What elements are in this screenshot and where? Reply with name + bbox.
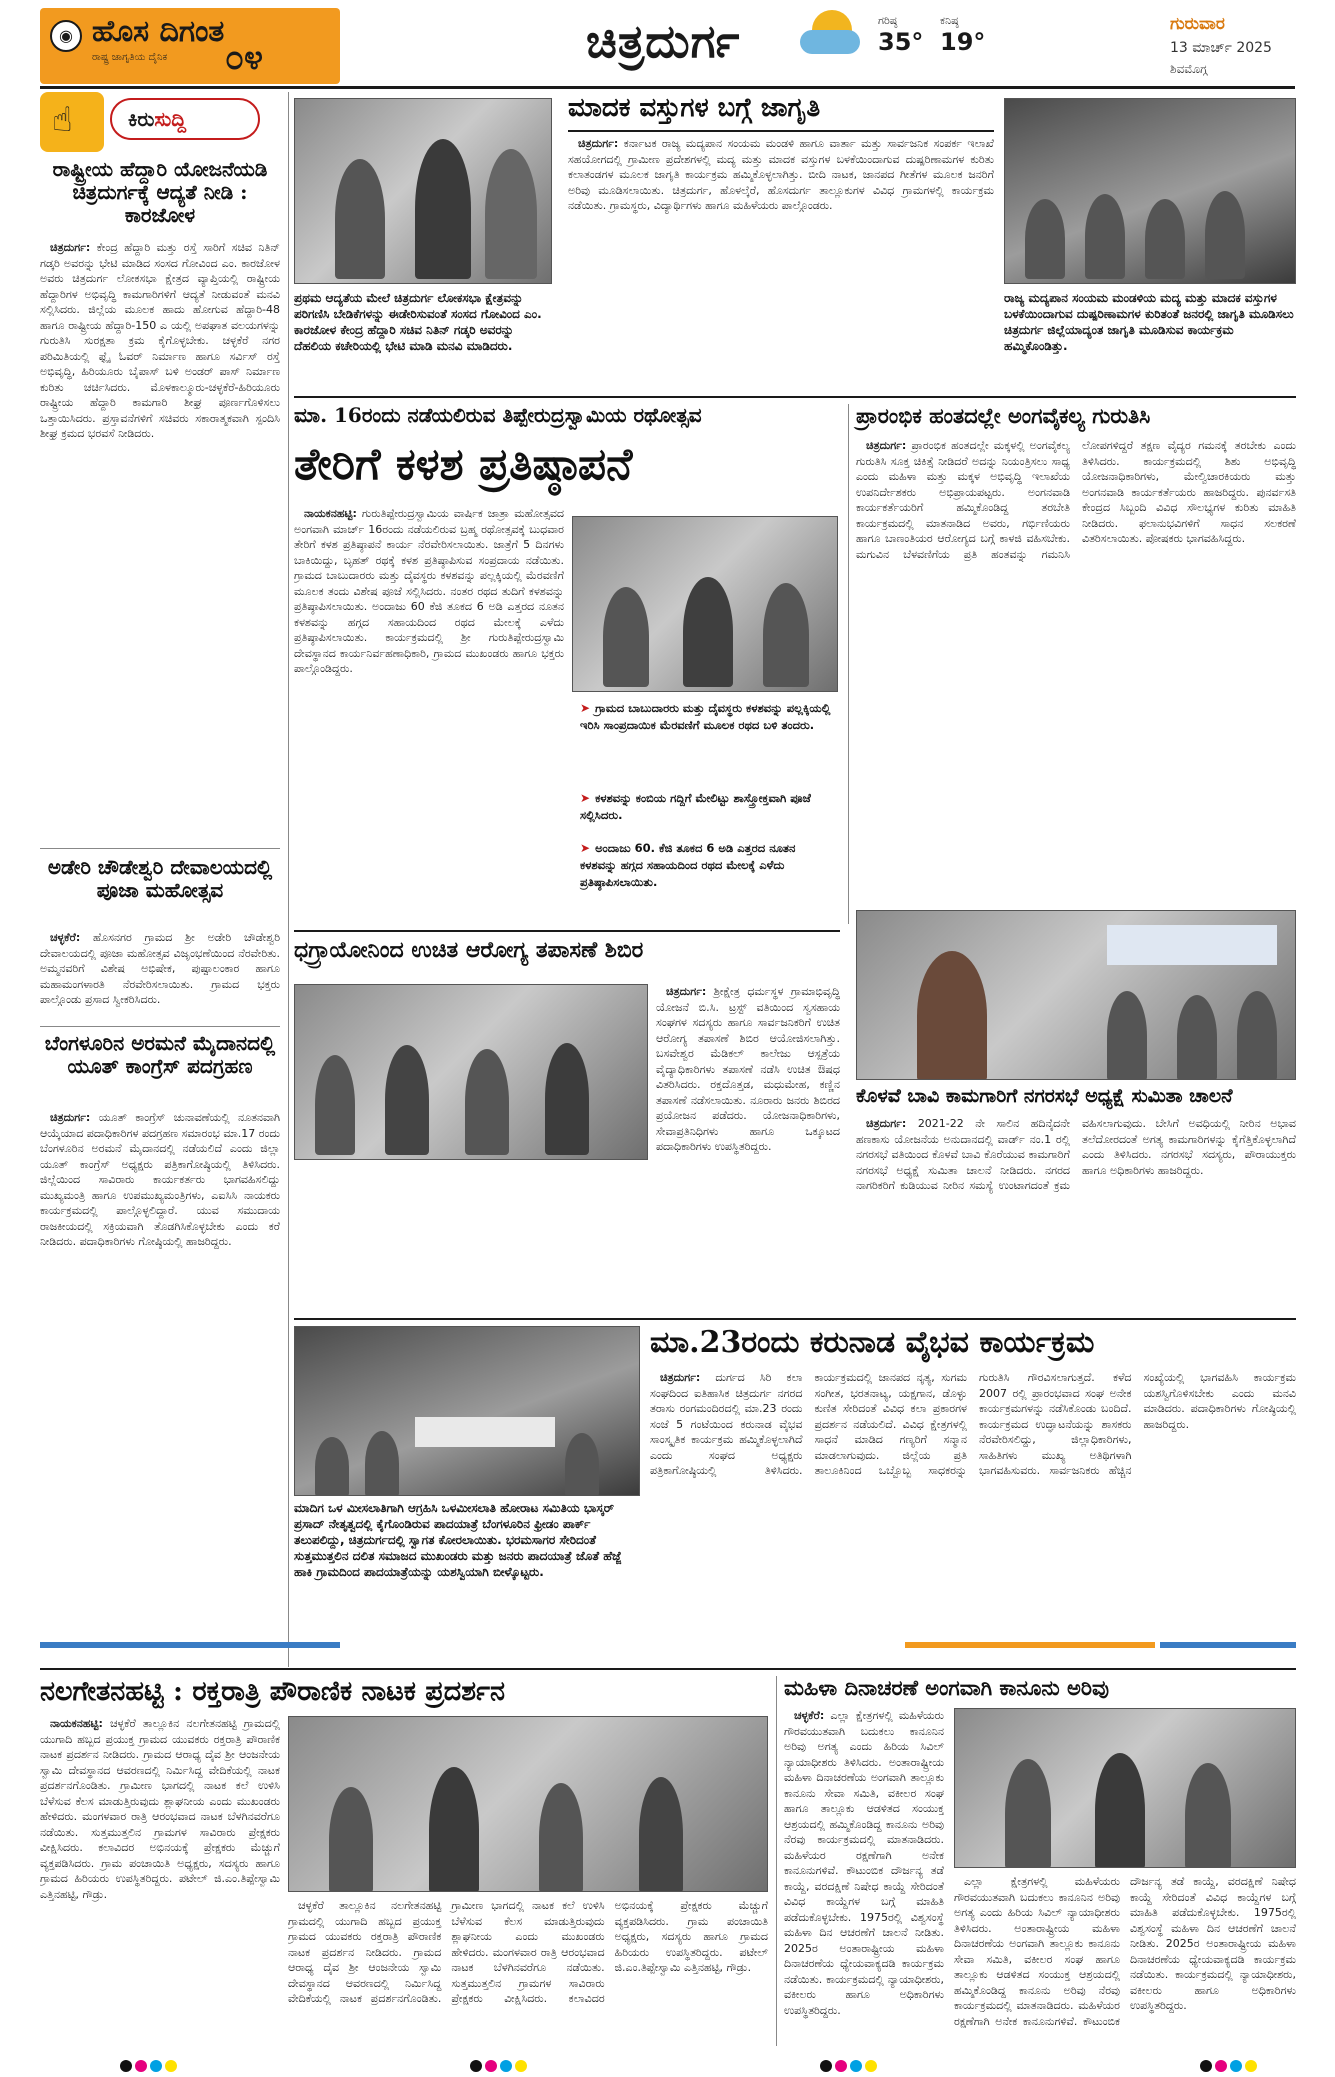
arrow-icon: ➤ xyxy=(580,841,591,855)
article-nataka-cont: ಚಳ್ಳಕೆರೆ ತಾಲ್ಲೂಕಿನ ನಲಗೇತನಹಟ್ಟಿ ಗ್ರಾಮದಲ್ಲಿ ಯುಗಾದಿ ಹಬ್ಬದ ಪ್ರಯುಕ್ತ ಗ್ರಾಮದ ಯುವಕರು ರಕ್ತರಾತ್ರಿ ಪೌರಾಣಿಕ ನಾಟಕ ಪ್ರದರ್ಶನ ನೀಡಿದರು. ಗ್ರಾಮದ ಆರಾಧ್ಯ ದೈವ ಶ್ರೀ ಆಂಜನೇಯ ಸ್ವಾಮಿ ದೇವಸ್ಥಾನದ ಆವರಣದಲ್ಲಿ ನಿರ್ಮಿಸಿದ್ದ ವೇದಿಕೆಯಲ್ಲಿ ನಾಟಕ ಪ್ರದರ್ಶನಗೊಂಡಿತು. ಗ್ರಾಮೀಣ ಭಾಗದಲ್ಲಿ ನಾಟಕ ಕಲೆ ಉಳಿಸಿ ಬೆಳೆಸುವ ಕೆಲಸ ಮಾಡುತ್ತಿರುವುದು ಶ್ಲಾಘನೀಯ ಎಂದು ಮುಖಂಡರು ಹೇಳಿದರು. ಮಂಗಳವಾರ ರಾತ್ರಿ ಆರಂಭವಾದ ನಾಟಕ ಬೆಳಗಿನವರೆಗೂ ನಡೆಯಿತು. ಸುತ್ತಮುತ್ತಲಿನ ಗ್ರಾಮಗಳ ಸಾವಿರಾರು ಪ್ರೇಕ್ಷಕರು ವೀಕ್ಷಿಸಿದರು. ಕಲಾವಿದರ ಅಭಿನಯಕ್ಕೆ ಪ್ರೇಕ್ಷಕರು ಮೆಚ್ಚುಗೆ ವ್ಯಕ್ತಪಡಿಸಿದರು. ಗ್ರಾಮ ಪಂಚಾಯಿತಿ ಅಧ್ಯಕ್ಷರು, ಸದಸ್ಯರು ಹಾಗೂ ಗ್ರಾಮದ ಹಿರಿಯರು ಉಪಸ್ಥಿತರಿದ್ದರು. ಪಟೇಲ್ ಜಿ.ಎಂ.ತಿಪ್ಪೇಸ್ವಾಮಿ ಎತ್ತಿನಹಟ್ಟಿ, ಗೌಡ್ರು. xyxy=(288,1899,768,2005)
divider xyxy=(40,1668,1296,1670)
article-nataka: ನಾಯಕನಹಟ್ಟಿ: ಚಳ್ಳಕೆರೆ ತಾಲ್ಲೂಕಿನ ನಲಗೇತನಹಟ್ಟಿ ಗ್ರಾಮದಲ್ಲಿ ಯುಗಾದಿ ಹಬ್ಬದ ಪ್ರಯುಕ್ತ ಗ್ರಾಮದ ಯುವಕರು ರಕ್ತರಾತ್ರಿ ಪೌರಾಣಿಕ ನಾಟಕ ಪ್ರದರ್ಶನ ನೀಡಿದರು. ಗ್ರಾಮದ ಆರಾಧ್ಯ ದೈವ ಶ್ರೀ ಆಂಜನೇಯ ಸ್ವಾಮಿ ದೇವಸ್ಥಾನದ ಆವರಣದಲ್ಲಿ ನಿರ್ಮಿಸಿದ್ದ ವೇದಿಕೆಯಲ್ಲಿ ನಾಟಕ ಪ್ರದರ್ಶನಗೊಂಡಿತು. ಗ್ರಾಮೀಣ ಭಾಗದಲ್ಲಿ ನಾಟಕ ಕಲೆ ಉಳಿಸಿ ಬೆಳೆಸುವ ಕೆಲಸ ಮಾಡುತ್ತಿರುವುದು ಶ್ಲಾಘನೀಯ ಎಂದು ಮುಖಂಡರು ಹೇಳಿದರು. ಮಂಗಳವಾರ ರಾತ್ರಿ ಆರಂಭವಾದ ನಾಟಕ ಬೆಳಗಿನವರೆಗೂ ನಡೆಯಿತು. ಸುತ್ತಮುತ್ತಲಿನ ಗ್ರಾಮಗಳ ಸಾವಿರಾರು ಪ್ರೇಕ್ಷಕರು ವೀಕ್ಷಿಸಿದರು. ಕಲಾವಿದರ ಅಭಿನಯಕ್ಕೆ ಪ್ರೇಕ್ಷಕರು ಮೆಚ್ಚುಗೆ ವ್ಯಕ್ತಪಡಿಸಿದರು. ಗ್ರಾಮ ಪಂಚಾಯಿತಿ ಅಧ್ಯಕ್ಷರು, ಸದಸ್ಯರು ಹಾಗೂ ಗ್ರಾಮದ ಹಿರಿಯರು ಉಪಸ್ಥಿತರಿದ್ದರು. ಪಟೇಲ್ ಜಿ.ಎಂ.ತಿಪ್ಪೇಸ್ವಾಮಿ ಎತ್ತಿನಹಟ್ಟಿ, ಗೌಡ್ರು. xyxy=(40,1717,280,1901)
divider xyxy=(568,130,994,132)
divider xyxy=(294,1318,1296,1320)
article-karunada: ಚಿತ್ರದುರ್ಗ: ದುರ್ಗದ ಸಿರಿ ಕಲಾ ಸಂಘದಿಂದ ಐತಿಹಾಸಿಕ ಚಿತ್ರದುರ್ಗ ನಗರದ ತರಾಸು ರಂಗಮಂದಿರದಲ್ಲಿ ಮಾ.23 ರಂದು ಸಂಜೆ 5 ಗಂಟೆಯಿಂದ ಕರುನಾಡ ವೈಭವ ಸಾಂಸ್ಕೃತಿಕ ಕಾರ್ಯಕ್ರಮ ಹಮ್ಮಿಕೊಳ್ಳಲಾಗಿದೆ ಎಂದು ಸಂಘದ ಅಧ್ಯಕ್ಷರು ಪತ್ರಿಕಾಗೋಷ್ಠಿಯಲ್ಲಿ ತಿಳಿಸಿದರು. ಕಾರ್ಯಕ್ರಮದಲ್ಲಿ ಜಾನಪದ ನೃತ್ಯ, ಸುಗಮ ಸಂಗೀತ, ಭರತನಾಟ್ಯ, ಯಕ್ಷಗಾನ, ಡೊಳ್ಳು ಕುಣಿತ ಸೇರಿದಂತೆ ವಿವಿಧ ಕಲಾ ಪ್ರಕಾರಗಳ ಪ್ರದರ್ಶನ ನಡೆಯಲಿದೆ. ವಿವಿಧ ಕ್ಷೇತ್ರಗಳಲ್ಲಿ ಸಾಧನೆ ಮಾಡಿದ ಗಣ್ಯರಿಗೆ ಸನ್ಮಾನ ಮಾಡಲಾಗುವುದು. ಜಿಲ್ಲೆಯ ಪ್ರತಿ ತಾಲೂಕಿನಿಂದ ಒಬ್ಬೊಬ್ಬ ಸಾಧಕರನ್ನು ಗುರುತಿಸಿ ಗೌರವಿಸಲಾಗುತ್ತದೆ. ಕಳೆದ 2007 ರಲ್ಲಿ ಪ್ರಾರಂಭವಾದ ಸಂಘ ಅನೇಕ ಕಾರ್ಯಕ್ರಮಗಳನ್ನು ನಡೆಸಿಕೊಂಡು ಬಂದಿದೆ. ಕಾರ್ಯಕ್ರಮದ ಉದ್ಘಾಟನೆಯನ್ನು ಶಾಸಕರು ನೆರವೇರಿಸಲಿದ್ದು, ಜಿಲ್ಲಾಧಿಕಾರಿಗಳು, ಸಾಹಿತಿಗಳು ಮುಖ್ಯ ಅತಿಥಿಗಳಾಗಿ ಭಾಗವಹಿಸುವರು. ಸಾರ್ವಜನಿಕರು ಹೆಚ್ಚಿನ ಸಂಖ್ಯೆಯಲ್ಲಿ ಭಾಗವಹಿಸಿ ಕಾರ್ಯಕ್ರಮ ಯಶಸ್ವಿಗೊಳಿಸಬೇಕು ಎಂದು ಮನವಿ ಮಾಡಿದರು. ಪದಾಧಿಕಾರಿಗಳು ಗೋಷ್ಠಿಯಲ್ಲಿ ಹಾಜರಿದ್ದರು. xyxy=(650,1371,1296,1477)
rally-banner xyxy=(415,1417,555,1447)
headline-nataka: ನಲಗೇತನಹಟ್ಟಿ : ರಕ್ತರಾತ್ರಿ ಪೌರಾಣಿಕ ನಾಟಕ ಪ್ರದರ್ಶನ xyxy=(40,1676,506,1707)
temp-max: ಗರಿಷ್ಠ 35° xyxy=(878,14,924,56)
column-rule xyxy=(776,1676,777,2046)
registration-marks xyxy=(1200,2057,1260,2076)
issue-day: ಗುರುವಾರ xyxy=(1170,14,1225,34)
column-rule xyxy=(288,92,289,1667)
cloud-icon xyxy=(800,30,860,54)
masthead-rule xyxy=(40,86,1295,89)
caption-padayatra: ಮಾದಿಗ ಒಳ ಮೀಸಲಾತಿಗಾಗಿ ಆಗ್ರಹಿಸಿ ಒಳಮೀಸಲಾತಿ ಹೋರಾಟ ಸಮಿತಿಯ ಭಾಸ್ಕರ್ ಪ್ರಸಾದ್ ನೇತೃತ್ವದಲ್ಲಿ ಕೈಗೊಂಡಿರುವ ಪಾದಯಾತ್ರೆ ಬೆಂಗಳೂರಿನ ಫ್ರೀಡಂ ಪಾರ್ಕ್ ತಲುಪಲಿದ್ದು, ಚಿತ್ರದುರ್ಗದಲ್ಲಿ ಸ್ವಾಗತ ಕೋರಲಾಯಿತು. ಭರಮಸಾಗರ ಸೇರಿದಂತೆ ಸುತ್ತಮುತ್ತಲಿನ ದಲಿತ ಸಮಾಜದ ಮುಖಂಡರು ಮತ್ತು ಜನರು ಪಾದಯಾತ್ರೆ ಜೊತೆ ಹೆಜ್ಜೆ ಹಾಕಿ ಗ್ರಾಮದಿಂದ ಪಾದಯಾತ್ರೆಯನ್ನು ಯಶಸ್ವಿಯಾಗಿ ಬೀಳ್ಕೊಟ್ಟರು. xyxy=(294,1501,622,1579)
headline-chowdeshwari: ಅಡೇರಿ ಚೌಡೇಶ್ವರಿ ದೇವಾಲಯದಲ್ಲಿ ಪೂಜಾ ಮಹೋತ್ಸವ xyxy=(47,855,273,902)
photo-women-child-meeting xyxy=(856,910,1296,1080)
photo-karajola-gadkari xyxy=(294,98,552,284)
article-rathotsava: ನಾಯಕನಹಟ್ಟಿ: ಗುರುತಿಪ್ಪೇರುದ್ರಸ್ವಾಮಿಯ ವಾರ್ಷಿಕ ಜಾತ್ರಾ ಮಹೋತ್ಸವದ ಅಂಗವಾಗಿ ಮಾರ್ಚ್ 16ರಂದು ನಡೆಯಲಿರುವ ಬ್ರಹ್ಮ ರಥೋತ್ಸವಕ್ಕೆ ಬುಧವಾರ ತೇರಿಗೆ ಕಳಶ ಪ್ರತಿಷ್ಠಾಪನೆ ಕಾರ್ಯ ನೆರವೇರಿಸಲಾಯಿತು. ಜಾತ್ರೆಗೆ 5 ದಿನಗಳು ಬಾಕಿಯಿದ್ದು, ಬೃಹತ್ ರಥಕ್ಕೆ ಕಳಶ ಪ್ರತಿಷ್ಠಾಪಿಸುವ ಸಂಪ್ರದಾಯ ನಡೆಯಿತು. ಗ್ರಾಮದ ಬಾಬುದಾರರು ಮತ್ತು ದೈವಸ್ಥರು ಕಳಶವನ್ನು ಪಲ್ಲಕ್ಕಿಯಲ್ಲಿ ಮೆರವಣಿಗೆ ಮೂಲಕ ತಂದು ವಿಶೇಷ ಪೂಜೆ ಸಲ್ಲಿಸಿದರು. ನಂತರ ರಥದ ತುದಿಗೆ ಕಳಶವನ್ನು ಪ್ರತಿಷ್ಠಾಪಿಸಲಾಯಿತು. ಅಂದಾಜು 60 ಕೆಜಿ ತೂಕದ 6 ಅಡಿ ಎತ್ತರದ ನೂತನ ಕಳಶವನ್ನು ಹಗ್ಗದ ಸಹಾಯದಿಂದ ರಥದ ಮೇಲಕ್ಕೆ ಎಳೆದು ಪ್ರತಿಷ್ಠಾಪಿಸಲಾಯಿತು. ಕಾರ್ಯಕ್ರಮದಲ್ಲಿ ಶ್ರೀ ಗುರುತಿಪ್ಪೇರುದ್ರಸ್ವಾಮಿ ದೇವಸ್ಥಾನದ ಕಾರ್ಯನಿರ್ವಹಣಾಧಿಕಾರಿ, ಗ್ರಾಮದ ಮುಖಂಡರು ಹಾಗೂ ಭಕ್ತರು ಪಾಲ್ಗೊಂಡಿದ್ದರು. xyxy=(294,507,564,675)
issue-date: 13 ಮಾರ್ಚ್ 2025 xyxy=(1170,40,1272,56)
article-highway: ಚಿತ್ರದುರ್ಗ: ಕೇಂದ್ರ ಹೆದ್ದಾರಿ ಮತ್ತು ರಸ್ತೆ ಸಾರಿಗೆ ಸಚಿವ ನಿತಿನ್ ಗಡ್ಕರಿ ಅವರನ್ನು ಭೇಟಿ ಮಾಡಿದ ಸಂಸದ ಗೋವಿಂದ ಎಂ. ಕಾರಜೋಳ ಅವರು ಚಿತ್ರದುರ್ಗ ಲೋಕಸಭಾ ಕ್ಷೇತ್ರದ ವ್ಯಾಪ್ತಿಯಲ್ಲಿ ರಾಷ್ಟ್ರೀಯ ಹೆದ್ದಾರಿಗಳ ಅಭಿವೃದ್ಧಿ ಕಾಮಗಾರಿಗಳಿಗೆ ಆದ್ಯತೆ ನೀಡುವಂತೆ ಮನವಿ ಸಲ್ಲಿಸಿದರು. ಜಿಲ್ಲೆಯ ಮೂಲಕ ಹಾದು ಹೋಗುವ ಹೆದ್ದಾರಿ-48 ಹಾಗೂ ರಾಷ್ಟ್ರೀಯ ಹೆದ್ದಾರಿ-150 ಎ ಯಲ್ಲಿ ಅಪಘಾತ ವಲಯಗಳನ್ನು ಗುರುತಿಸಿ ಸುರಕ್ಷತಾ ಕ್ರಮ ಕೈಗೊಳ್ಳಬೇಕು. ಚಳ್ಳಕೆರೆ ನಗರ ಪರಿಮಿತಿಯಲ್ಲಿ ಫ್ಲೈ ಓವರ್ ನಿರ್ಮಾಣ ಹಾಗೂ ಸರ್ವಿಸ್ ರಸ್ತೆ ಅಭಿವೃದ್ಧಿ, ಹಿರಿಯೂರು ಬೈಪಾಸ್ ಬಳಿ ಅಂಡರ್ ಪಾಸ್ ನಿರ್ಮಾಣ ಕುರಿತು ಚರ್ಚಿಸಿದರು. ಮೊಳಕಾಲ್ಮೂರು-ಚಳ್ಳಕೆರೆ-ಹಿರಿಯೂರು ರಾಷ್ಟ್ರೀಯ ಹೆದ್ದಾರಿ ಕಾಮಗಾರಿ ಶೀಘ್ರ ಪೂರ್ಣಗೊಳಿಸಲು ಒತ್ತಾಯಿಸಿದರು. ಪ್ರಸ್ತಾವನೆಗಳಿಗೆ ಸಚಿವರು ಸಕಾರಾತ್ಮಕವಾಗಿ ಸ್ಪಂದಿಸಿ ಶೀಘ್ರ ಕ್ರಮದ ಭರವಸೆ ನೀಡಿದರು. xyxy=(40,241,280,440)
newspaper-tagline: ರಾಷ್ಟ್ರ ಜಾಗೃತಿಯ ದೈನಿಕ xyxy=(92,52,168,63)
headline-mahila: ಮಹಿಳಾ ದಿನಾಚರಣೆ ಅಂಗವಾಗಿ ಕಾನೂನು ಅರಿವು xyxy=(784,1675,1110,1700)
photo-arogya-camp xyxy=(294,984,648,1160)
temp-min: ಕನಿಷ್ಠ 19° xyxy=(940,14,986,56)
lamp-emblem-icon: ◉ xyxy=(50,20,82,52)
photo-padayatra-rally xyxy=(294,1326,640,1496)
article-mahila-cont: ಎಲ್ಲಾ ಕ್ಷೇತ್ರಗಳಲ್ಲಿ ಮಹಿಳೆಯರು ಗೌರವಯುತವಾಗಿ ಬದುಕಲು ಕಾನೂನಿನ ಅರಿವು ಅಗತ್ಯ ಎಂದು ಹಿರಿಯ ಸಿವಿಲ್ ನ್ಯಾಯಾಧೀಶರು ತಿಳಿಸಿದರು. ಅಂತಾರಾಷ್ಟ್ರೀಯ ಮಹಿಳಾ ದಿನಾಚರಣೆಯ ಅಂಗವಾಗಿ ತಾಲ್ಲೂಕು ಕಾನೂನು ಸೇವಾ ಸಮಿತಿ, ವಕೀಲರ ಸಂಘ ಹಾಗೂ ತಾಲ್ಲೂಕು ಆಡಳಿತದ ಸಂಯುಕ್ತ ಆಶ್ರಯದಲ್ಲಿ ಹಮ್ಮಿಕೊಂಡಿದ್ದ ಕಾನೂನು ಅರಿವು ನೆರವು ಕಾರ್ಯಕ್ರಮದಲ್ಲಿ ಮಾತನಾಡಿದರು. ಮಹಿಳೆಯರ ರಕ್ಷಣೆಗಾಗಿ ಅನೇಕ ಕಾನೂನುಗಳಿವೆ. ಕೌಟುಂಬಿಕ ದೌರ್ಜನ್ಯ ತಡೆ ಕಾಯ್ದೆ, ವರದಕ್ಷಿಣೆ ನಿಷೇಧ ಕಾಯ್ದೆ ಸೇರಿದಂತೆ ವಿವಿಧ ಕಾಯ್ದೆಗಳ ಬಗ್ಗೆ ಮಾಹಿತಿ ಪಡೆದುಕೊಳ್ಳಬೇಕು. 1975ರಲ್ಲಿ ವಿಶ್ವಸಂಸ್ಥೆ ಮಹಿಳಾ ದಿನ ಆಚರಣೆಗೆ ಚಾಲನೆ ನೀಡಿತು. 2025ರ ಅಂತಾರಾಷ್ಟ್ರೀಯ ಮಹಿಳಾ ದಿನಾಚರಣೆಯ ಧ್ಯೇಯವಾಕ್ಯದಡಿ ಕಾರ್ಯಕ್ರಮ ನಡೆಯಿತು. ಕಾರ್ಯಕ್ರಮದಲ್ಲಿ ನ್ಯಾಯಾಧೀಶರು, ವಕೀಲರು ಹಾಗೂ ಅಧಿಕಾರಿಗಳು ಉಪಸ್ಥಿತರಿದ್ದರು. xyxy=(954,1875,1296,2028)
column-rule xyxy=(848,404,849,924)
photo-rathotsava-kalasha xyxy=(572,516,838,692)
photo-nataka-stage xyxy=(288,1716,768,1892)
caption-madaka: ರಾಜ್ಯ ಮದ್ಯಪಾನ ಸಂಯಮ ಮಂಡಳಿಯ ಮದ್ಯ ಮತ್ತು ಮಾದಕ ವಸ್ತುಗಳ ಬಳಕೆಯಿಂದಾಗುವ ದುಷ್ಪರಿಣಾಮಗಳ ಕುರಿತಂತೆ ಜನರಲ್ಲಿ ಜಾಗೃತಿ ಮೂಡಿಸಲು ಚಿತ್ರದುರ್ಗ ಜಿಲ್ಲೆಯಾದ್ಯಂತ ಜಾಗೃತಿ ಮೂಡಿಸುವ ಕಾರ್ಯಕ್ರಮ ಹಮ್ಮಿಕೊಂಡಿತ್ತು. xyxy=(1004,291,1294,353)
arrow-icon: ➤ xyxy=(580,701,591,715)
rathotsava-highlight-3: ➤ ಅಂದಾಜು 60. ಕೆಜಿ ತೂಕದ 6 ಅಡಿ ಎತ್ತರದ ನೂತನ ಕಳಶವನ್ನು ಹಗ್ಗದ ಸಹಾಯದಿಂದ ರಥದ ಮೇಲಕ್ಕೆ ಎಳೆದು ಪ್ರತಿಷ್ಠಾಪಿಸಲಾಯಿತು. xyxy=(580,841,796,889)
section-bar xyxy=(1160,1642,1296,1648)
hand-point-icon: ☝ xyxy=(52,100,73,140)
headline-youth-congress: ಬೆಂಗಳೂರಿನ ಅರಮನೆ ಮೈದಾನದಲ್ಲಿ ಯೂತ್ ಕಾಂಗ್ರೆಸ್ ಪದಗ್ರಹಣ xyxy=(44,1031,276,1078)
article-arogya-right: ಚಿತ್ರದುರ್ಗ: ಶ್ರೀಕ್ಷೇತ್ರ ಧರ್ಮಸ್ಥಳ ಗ್ರಾಮಾಭಿವೃದ್ಧಿ ಯೋಜನೆ ಬಿ.ಸಿ. ಟ್ರಸ್ಟ್ ವತಿಯಿಂದ ಸ್ವಸಹಾಯ ಸಂಘಗಳ ಸದಸ್ಯರು ಹಾಗೂ ಸಾರ್ವಜನಿಕರಿಗೆ ಉಚಿತ ಆರೋಗ್ಯ ತಪಾಸಣೆ ಶಿಬಿರ ಆಯೋಜಿಸಲಾಗಿತ್ತು. ಬಸವೇಶ್ವರ ಮೆಡಿಕಲ್ ಕಾಲೇಜು ಆಸ್ಪತ್ರೆಯ ವೈದ್ಯಾಧಿಕಾರಿಗಳು ತಪಾಸಣೆ ನಡೆಸಿ ಉಚಿತ ಔಷಧ ವಿತರಿಸಿದರು. ರಕ್ತದೊತ್ತಡ, ಮಧುಮೇಹ, ಕಣ್ಣಿನ ತಪಾಸಣೆ ನಡೆಸಲಾಯಿತು. ನೂರಾರು ಜನರು ಶಿಬಿರದ ಪ್ರಯೋಜನ ಪಡೆದರು. ಯೋಜನಾಧಿಕಾರಿಗಳು, ಸೇವಾಪ್ರತಿನಿಧಿಗಳು ಹಾಗೂ ಒಕ್ಕೂಟದ ಪದಾಧಿಕಾರಿಗಳು ಉಪಸ್ಥಿತರಿದ್ದರು. xyxy=(656,985,840,1153)
rathotsava-highlight-1: ➤ ಗ್ರಾಮದ ಬಾಬುದಾರರು ಮತ್ತು ದೈವಸ್ಥರು ಕಳಶವನ್ನು ಪಲ್ಲಕ್ಕಿಯಲ್ಲಿ ಇರಿಸಿ ಸಾಂಪ್ರದಾಯಿಕ ಮೆರವಣಿಗೆ ಮೂಲಕ ರಥದ ಬಳಿ ತಂದರು. xyxy=(580,701,831,732)
article-mahila: ಚಳ್ಳಕೆರೆ: ಎಲ್ಲಾ ಕ್ಷೇತ್ರಗಳಲ್ಲಿ ಮಹಿಳೆಯರು ಗೌರವಯುತವಾಗಿ ಬದುಕಲು ಕಾನೂನಿನ ಅರಿವು ಅಗತ್ಯ ಎಂದು ಹಿರಿಯ ಸಿವಿಲ್ ನ್ಯಾಯಾಧೀಶರು ತಿಳಿಸಿದರು. ಅಂತಾರಾಷ್ಟ್ರೀಯ ಮಹಿಳಾ ದಿನಾಚರಣೆಯ ಅಂಗವಾಗಿ ತಾಲ್ಲೂಕು ಕಾನೂನು ಸೇವಾ ಸಮಿತಿ, ವಕೀಲರ ಸಂಘ ಹಾಗೂ ತಾಲ್ಲೂಕು ಆಡಳಿತದ ಸಂಯುಕ್ತ ಆಶ್ರಯದಲ್ಲಿ ಹಮ್ಮಿಕೊಂಡಿದ್ದ ಕಾನೂನು ಅರಿವು ನೆರವು ಕಾರ್ಯಕ್ರಮದಲ್ಲಿ ಮಾತನಾಡಿದರು. ಮಹಿಳೆಯರ ರಕ್ಷಣೆಗಾಗಿ ಅನೇಕ ಕಾನೂನುಗಳಿವೆ. ಕೌಟುಂಬಿಕ ದೌರ್ಜನ್ಯ ತಡೆ ಕಾಯ್ದೆ, ವರದಕ್ಷಿಣೆ ನಿಷೇಧ ಕಾಯ್ದೆ ಸೇರಿದಂತೆ ವಿವಿಧ ಕಾಯ್ದೆಗಳ ಬಗ್ಗೆ ಮಾಹಿತಿ ಪಡೆದುಕೊಳ್ಳಬೇಕು. 1975ರಲ್ಲಿ ವಿಶ್ವಸಂಸ್ಥೆ ಮಹಿಳಾ ದಿನ ಆಚರಣೆಗೆ ಚಾಲನೆ ನೀಡಿತು. 2025ರ ಅಂತಾರಾಷ್ಟ್ರೀಯ ಮಹಿಳಾ ದಿನಾಚರಣೆಯ ಧ್ಯೇಯವಾಕ್ಯದಡಿ ಕಾರ್ಯಕ್ರಮ ನಡೆಯಿತು. ಕಾರ್ಯಕ್ರಮದಲ್ಲಿ ನ್ಯಾಯಾಧೀಶರು, ವಕೀಲರು ಹಾಗೂ ಅಧಿಕಾರಿಗಳು ಉಪಸ್ಥಿತರಿದ್ದರು. xyxy=(784,1709,944,2017)
article-madaka: ಚಿತ್ರದುರ್ಗ: ಕರ್ನಾಟಕ ರಾಜ್ಯ ಮದ್ಯಪಾನ ಸಂಯಮ ಮಂಡಳಿ ಹಾಗೂ ವಾರ್ತಾ ಮತ್ತು ಸಾರ್ವಜನಿಕ ಸಂಪರ್ಕ ಇಲಾಖೆ ಸಹಯೋಗದಲ್ಲಿ ಗ್ರಾಮೀಣ ಪ್ರದೇಶಗಳಲ್ಲಿ ಮದ್ಯ ಮತ್ತು ಮಾದಕ ವಸ್ತುಗಳ ಬಳಕೆಯಿಂದಾಗುವ ದುಷ್ಪರಿಣಾಮಗಳ ಕುರಿತು ಕಲಾತಂಡಗಳ ಮೂಲಕ ಜಾಗೃತಿ ಕಾರ್ಯಕ್ರಮ ಹಮ್ಮಿಕೊಳ್ಳಲಾಗಿತ್ತು. ಬೀದಿ ನಾಟಕ, ಜಾನಪದ ಗೀತೆಗಳ ಮೂಲಕ ಜನರಿಗೆ ಅರಿವು ಮೂಡಿಸಲಾಯಿತು. ಚಿತ್ರದುರ್ಗ, ಹೊಳಲ್ಕೆರೆ, ಹೊಸದುರ್ಗ ತಾಲ್ಲೂಕುಗಳ ವಿವಿಧ ಗ್ರಾಮಗಳಲ್ಲಿ ಕಾರ್ಯಕ್ರಮ ನಡೆಯಿತು. ಗ್ರಾಮಸ್ಥರು, ವಿದ್ಯಾರ್ಥಿಗಳು ಹಾಗೂ ಮಹಿಳೆಯರು ಪಾಲ್ಗೊಂಡರು. xyxy=(568,137,994,212)
divider xyxy=(40,1026,280,1027)
arrow-icon: ➤ xyxy=(580,791,591,805)
newspaper-name: ಹೊಸ ದಿಗಂತ xyxy=(92,14,225,49)
rathotsava-highlight-2: ➤ ಕಳಶವನ್ನು ಕಂಬಿಯ ಗದ್ದಿಗೆ ಮೇಲಿಟ್ಟು ಶಾಸ್ತ್ರೋಕ್ತವಾಗಿ ಪೂಜೆ ಸಲ್ಲಿಸಿದರು. xyxy=(580,791,811,822)
headline-karunada: ಮಾ.23ರಂದು ಕರುನಾಡ ವೈಭವ ಕಾರ್ಯಕ್ರಮ xyxy=(650,1325,1095,1360)
kirusuddi-label: ಕಿರುಸುದ್ದಿ xyxy=(110,98,260,140)
divider xyxy=(294,396,1296,398)
headline-madaka: ಮಾದಕ ವಸ್ತುಗಳ ಬಗ್ಗೆ ಜಾಗೃತಿ xyxy=(568,93,821,123)
article-chowdeshwari: ಚಳ್ಳಕೆರೆ: ಹೊಸನಗರ ಗ್ರಾಮದ ಶ್ರೀ ಅಡೇರಿ ಚೌಡೇಶ್ವರಿ ದೇವಾಲಯದಲ್ಲಿ ಪೂಜಾ ಮಹೋತ್ಸವ ವಿಜೃಂಭಣೆಯಿಂದ ನೆರವೇರಿತು. ಅಮ್ಮನವರಿಗೆ ವಿಶೇಷ ಅಭಿಷೇಕ, ಪುಷ್ಪಾಲಂಕಾರ ಹಾಗೂ ಮಹಾಮಂಗಳಾರತಿ ನೆರವೇರಿಸಲಾಯಿತು. ಗ್ರಾಮದ ಭಕ್ತರು ಪಾಲ್ಗೊಂಡು ಪ್ರಸಾದ ಸ್ವೀಕರಿಸಿದರು. xyxy=(40,931,280,1006)
photo-mahila-dinacharane xyxy=(954,1708,1296,1868)
article-kolave: ಚಿತ್ರದುರ್ಗ: 2021-22 ನೇ ಸಾಲಿನ ಹದಿನೈದನೇ ಹಣಕಾಸು ಯೋಜನೆಯ ಅನುದಾನದಲ್ಲಿ ವಾರ್ಡ್ ನಂ.1 ರಲ್ಲಿ ನಗರಸಭೆ ವತಿಯಿಂದ ಕೊಳವೆ ಬಾವಿ ಕೊರೆಯುವ ಕಾಮಗಾರಿಗೆ ನಗರಸಭೆ ಅಧ್ಯಕ್ಷೆ ಸುಮಿತಾ ಚಾಲನೆ ನೀಡಿದರು. ನಗರದ ನಾಗರಿಕರಿಗೆ ಕುಡಿಯುವ ನೀರಿನ ಸಮಸ್ಯೆ ಉಂಟಾಗದಂತೆ ಕ್ರಮ ವಹಿಸಲಾಗುವುದು. ಬೇಸಿಗೆ ಅವಧಿಯಲ್ಲಿ ನೀರಿನ ಅಭಾವ ತಲೆದೋರದಂತೆ ಅಗತ್ಯ ಕಾಮಗಾರಿಗಳನ್ನು ಕೈಗೆತ್ತಿಕೊಳ್ಳಲಾಗಿದೆ ಎಂದು ತಿಳಿಸಿದರು. ನಗರಸಭೆ ಸದಸ್ಯರು, ಪೌರಾಯುಕ್ತರು ಹಾಗೂ ಅಧಿಕಾರಿಗಳು ಹಾಜರಿದ್ದರು. xyxy=(856,1117,1296,1192)
headline-arogya: ಧಗ್ರ್ರಾಯೋನಿಂದ ಉಚಿತ ಆರೋಗ್ಯ ತಪಾಸಣೆ ಶಿಬಿರ xyxy=(294,937,644,963)
caption-karajola: ಪ್ರಥಮ ಆದ್ಯತೆಯ ಮೇಲೆ ಚಿತ್ರದುರ್ಗ ಲೋಕಸಭಾ ಕ್ಷೇತ್ರವನ್ನು ಪರಿಗಣಿಸಿ ಬೇಡಿಕೆಗಳನ್ನು ಈಡೇರಿಸುವಂತೆ ಸಂಸದ ಗೋವಿಂದ ಎಂ. ಕಾರಜೋಳ ಕೇಂದ್ರ ಹೆದ್ದಾರಿ ಸಚಿವ ನಿತಿನ್ ಗಡ್ಕರಿ ಅವರನ್ನು ದೆಹಲಿಯ ಕಚೇರಿಯಲ್ಲಿ ಭೇಟಿ ಮಾಡಿ ಮನವಿ ಮಾಡಿದರು. xyxy=(294,291,542,353)
registration-marks xyxy=(820,2057,880,2076)
divider xyxy=(40,848,280,849)
photo-madaka-awareness xyxy=(1004,98,1296,284)
headline-highway: ರಾಷ್ಟ್ರೀಯ ಹೆದ್ದಾರಿ ಯೋಜನೆಯಡಿ ಚಿತ್ರದುರ್ಗಕ್ಕೆ ಆದ್ಯತೆ ನೀಡಿ : ಕಾರಜೋಳ xyxy=(52,157,268,227)
article-youth-congress: ಚಿತ್ರದುರ್ಗ: ಯೂತ್ ಕಾಂಗ್ರೆಸ್ ಚುನಾವಣೆಯಲ್ಲಿ ನೂತನವಾಗಿ ಆಯ್ಕೆಯಾದ ಪದಾಧಿಕಾರಿಗಳ ಪದಗ್ರಹಣ ಸಮಾರಂಭ ಮಾ.17 ರಂದು ಬೆಂಗಳೂರಿನ ಅರಮನೆ ಮೈದಾನದಲ್ಲಿ ನಡೆಯಲಿದೆ ಎಂದು ಜಿಲ್ಲಾ ಯೂತ್ ಕಾಂಗ್ರೆಸ್ ಅಧ್ಯಕ್ಷರು ಪತ್ರಿಕಾಗೋಷ್ಠಿಯಲ್ಲಿ ತಿಳಿಸಿದರು. ಜಿಲ್ಲೆಯಿಂದ ಸಾವಿರಾರು ಕಾರ್ಯಕರ್ತರು ಭಾಗವಹಿಸಲಿದ್ದು ಮುಖ್ಯಮಂತ್ರಿ ಹಾಗೂ ಉಪಮುಖ್ಯಮಂತ್ರಿಗಳು, ಎಐಸಿಸಿ ನಾಯಕರು ಕಾರ್ಯಕ್ರಮದಲ್ಲಿ ಪಾಲ್ಗೊಳ್ಳಲಿದ್ದಾರೆ. ಯುವ ಸಮುದಾಯ ರಾಜಕೀಯದಲ್ಲಿ ಸಕ್ರಿಯವಾಗಿ ತೊಡಗಿಸಿಕೊಳ್ಳಬೇಕು ಎಂದು ಕರೆ ನೀಡಿದರು. ಪದಾಧಿಕಾರಿಗಳು ಗೋಷ್ಠಿಯಲ್ಲಿ ಹಾಜರಿದ್ದರು. xyxy=(40,1111,280,1248)
edition-place: ಶಿವಮೊಗ್ಗ xyxy=(1170,62,1208,76)
article-angavaikalya: ಚಿತ್ರದುರ್ಗ: ಪ್ರಾರಂಭಿಕ ಹಂತದಲ್ಲೇ ಮಕ್ಕಳಲ್ಲಿ ಅಂಗವೈಕಲ್ಯ ಗುರುತಿಸಿ ಸೂಕ್ತ ಚಿಕಿತ್ಸೆ ನೀಡಿದರೆ ಅದನ್ನು ನಿಯಂತ್ರಿಸಲು ಸಾಧ್ಯ ಎಂದು ಮಹಿಳಾ ಮತ್ತು ಮಕ್ಕಳ ಅಭಿವೃದ್ಧಿ ಇಲಾಖೆಯ ಉಪನಿರ್ದೇಶಕರು ಅಭಿಪ್ರಾಯಪಟ್ಟರು. ಅಂಗನವಾಡಿ ಕಾರ್ಯಕರ್ತೆಯರಿಗೆ ಹಮ್ಮಿಕೊಂಡಿದ್ದ ತರಬೇತಿ ಕಾರ್ಯಕ್ರಮದಲ್ಲಿ ಮಾತನಾಡಿದ ಅವರು, ಗರ್ಭಿಣಿಯರು ಹಾಗೂ ಬಾಣಂತಿಯರ ಆರೋಗ್ಯದ ಬಗ್ಗೆ ಕಾಳಜಿ ವಹಿಸಬೇಕು. ಮಗುವಿನ ಬೆಳವಣಿಗೆಯ ಪ್ರತಿ ಹಂತವನ್ನು ಗಮನಿಸಿ ಲೋಪಗಳಿದ್ದರೆ ತಕ್ಷಣ ವೈದ್ಯರ ಗಮನಕ್ಕೆ ತರಬೇಕು ಎಂದು ತಿಳಿಸಿದರು. ಕಾರ್ಯಕ್ರಮದಲ್ಲಿ ಶಿಶು ಅಭಿವೃದ್ಧಿ ಯೋಜನಾಧಿಕಾರಿಗಳು, ಮೇಲ್ವಿಚಾರಕಿಯರು ಮತ್ತು ಅಂಗನವಾಡಿ ಕಾರ್ಯಕರ್ತೆಯರು ಹಾಜರಿದ್ದರು. ಪುನರ್ವಸತಿ ಕೇಂದ್ರದ ಸಿಬ್ಬಂದಿ ವಿವಿಧ ಸೌಲಭ್ಯಗಳ ಕುರಿತು ಮಾಹಿತಿ ನೀಡಿದರು. ಫಲಾನುಭವಿಗಳಿಗೆ ಸಾಧನ ಸಲಕರಣೆ ವಿತರಿಸಲಾಯಿತು. ಪೋಷಕರು ಭಾಗವಹಿಸಿದ್ದರು. xyxy=(856,439,1296,561)
kicker-rathotsava: ಮಾ. 16ರಂದು ನಡೆಯಲಿರುವ ತಿಪ್ಪೇರುದ್ರಸ್ವಾಮಿಯ ರಥೋತ್ಸವ xyxy=(294,403,702,427)
divider xyxy=(294,930,840,932)
page-number: ೦೪ xyxy=(225,38,264,78)
headline-kolave: ಕೊಳವೆ ಬಾವಿ ಕಾಮಗಾರಿಗೆ ನಗರಸಭೆ ಅಧ್ಯಕ್ಷೆ ಸುಮಿತಾ ಚಾಲನೆ xyxy=(856,1085,1233,1107)
section-bar xyxy=(40,1642,340,1648)
edition-city: ಚಿತ್ರದುರ್ಗ xyxy=(586,14,741,68)
stage-banner xyxy=(1107,925,1277,965)
registration-marks xyxy=(470,2057,530,2076)
headline-angavaikalya: ಪ್ರಾರಂಭಿಕ ಹಂತದಲ್ಲೇ ಅಂಗವೈಕಲ್ಯ ಗುರುತಿಸಿ xyxy=(856,403,1151,428)
registration-marks xyxy=(120,2057,180,2076)
section-bar xyxy=(905,1642,1155,1648)
headline-rathotsava: ತೇರಿಗೆ ಕಳಶ ಪ್ರತಿಷ್ಠಾಪನೆ xyxy=(294,439,633,490)
